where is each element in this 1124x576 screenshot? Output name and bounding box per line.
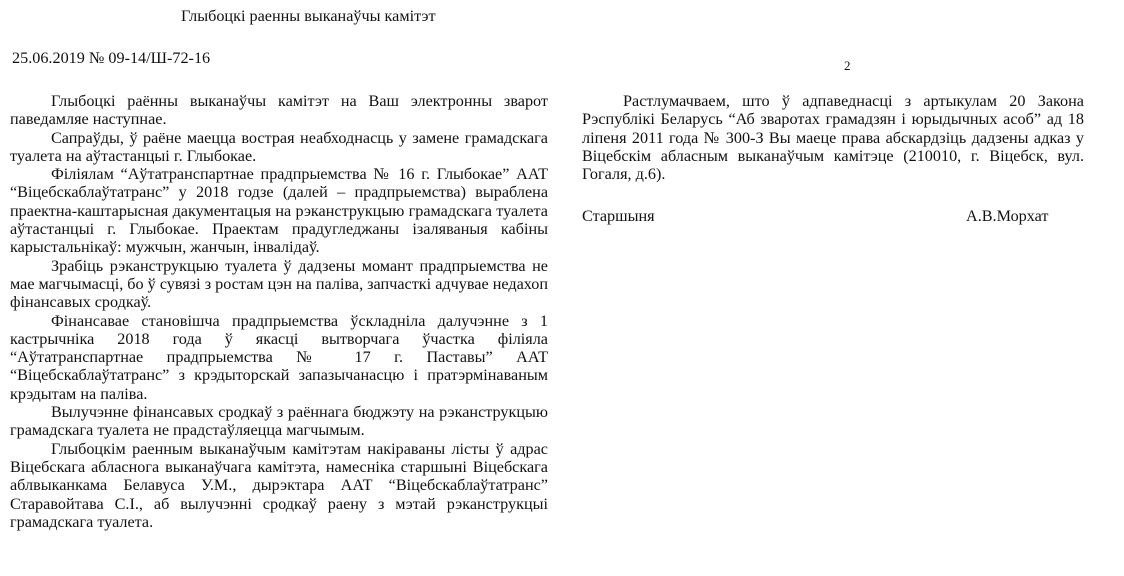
body-paragraph: Глыбоцкім раенным выканаўчым камітэтам накіраваны лісты ў адрас Віцебскага абласнога выканаўчага камітэта, намесніка старшыні Віцебскага аблвыканкама Белавуса У.М., дырэктара ААТ “Віцебскаблаўтатранс” Старавойтава С.І., аб вылучэнні сродкаў раену з мэтай рэканструкцыі грамадскага туалета.	[10, 439, 548, 531]
body-paragraph: Глыбоцкі раённы выканаўчы камітэт на Ваш электронны зварот паведамляе наступнае.	[10, 92, 548, 129]
body-paragraph: Растлумачваем, што ў адпаведнасці з артыкулам 20 Закона Рэспублікі Беларусь “Аб зваротах грамадзян і юрыдычных асоб” ад 18 ліпеня 2011 года № 300-З Вы маеце права абскардзіць дадзены адказ у Віцебскім абласным выканаўчым камітэце (210010, г. Віцебск, вул. Гогаля, д.6).	[582, 92, 1084, 184]
letter-body-continued	[582, 92, 1084, 183]
signatory-position: Старшыня	[582, 207, 655, 225]
body-paragraph: Філіялам “Аўтатранспартнае прадпрыемства № 16 г. Глыбокае” ААТ “Віцебскаблаўтатранс” у 2018 годзе (далей – прадпрыемства) выраблена праектна-каштарысная дакументацыя на рэканструкцыю грамадскага туалета аўтастанцыі г. Глыбокае. Праектам прадугледжаны ізаляваныя кабіны карыстальнікаў: мужчын, жанчын, інвалідаў.	[10, 165, 548, 257]
page-number: 2	[844, 58, 851, 73]
body-paragraph: Сапраўды, ў раёне маецца вострая неабходнасць у замене грамадскага туалета на аўтастанцыі г. Глыбокае.	[10, 128, 548, 165]
body-paragraph: Фінансавае становішча прадпрыемства ўскладніла далучэнне з 1 кастрычніка 2018 года ў якасці вытворчага ўчастка філіяла “Аўтатранспартнае прадпрыемства № 17 г. Паставы” ААТ “Віцебскаблаўтатранс” з крэдыторскай запазычанасцю і пратэрмінаваным крэдытам на паліва.	[10, 311, 548, 403]
reference-number: 25.06.2019 № 09-14/Ш-72-16	[12, 49, 211, 67]
body-paragraph: Зрабіць рэканструкцыю туалета ў дадзены момант прадпрыемства не мае магчымасці, бо ў сувязі з ростам цэн на паліва, запчасткі адчувае недахоп фінансавых сродкаў.	[10, 256, 548, 312]
organization-heading: Глыбоцкі раенны выканаўчы камітэт	[181, 7, 436, 25]
body-paragraph: Вылучэнне фінансавых сродкаў з раённага бюджэту на рэканструкцыю грамадскага туалета не прадстаўляецца магчымым.	[10, 403, 548, 440]
signatory-name: А.В.Морхат	[966, 207, 1049, 225]
letter-body	[10, 92, 548, 531]
